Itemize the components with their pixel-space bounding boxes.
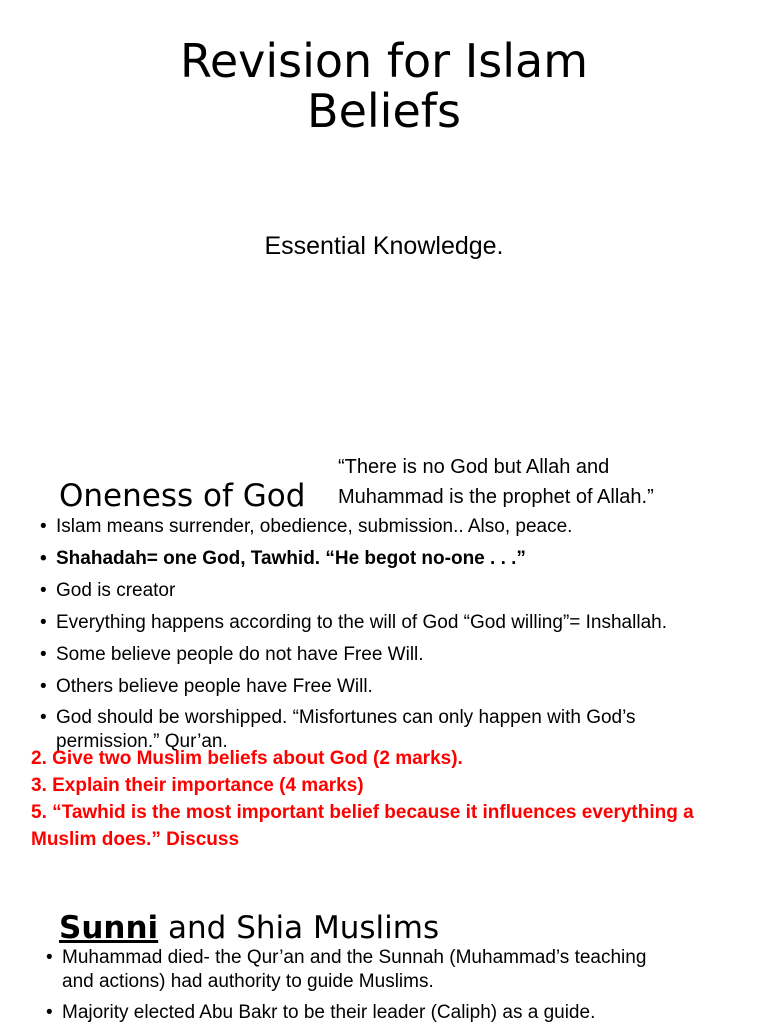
sunni-shia-heading	[59, 910, 439, 946]
list-item: • God is creator	[40, 580, 176, 601]
sunni-heading-word: Sunni	[59, 910, 159, 946]
list-item: • Shahadah= one God, Tawhid. “He begot no-one . . .”	[40, 548, 526, 569]
title-line-2: Beliefs	[307, 84, 461, 138]
shia-heading-rest: and Shia Muslims	[158, 910, 440, 946]
list-item: • Majority elected Abu Bakr to be their leader (Caliph) as a guide.	[46, 1002, 596, 1023]
slide-title	[0, 36, 768, 136]
exam-question-3: 3. Explain their importance (4 marks)	[31, 775, 364, 796]
shahadah-quote	[338, 452, 758, 512]
list-item: • Islam means surrender, obedience, submission.. Also, peace.	[40, 516, 573, 537]
list-item: • God should be worshipped. “Misfortunes can only happen with God’s permission.” Qur’an.	[40, 707, 636, 752]
exam-question-5-line-2: Muslim does.” Discuss	[31, 829, 240, 850]
quote-line-1: “There is no God but Allah and	[338, 456, 610, 478]
title-line-1: Revision for Islam	[179, 34, 589, 88]
slide-subtitle: Essential Knowledge.	[264, 232, 504, 260]
list-item: • Some believe people do not have Free Will.	[40, 644, 424, 665]
exam-question-2: 2. Give two Muslim beliefs about God (2 marks).	[31, 748, 463, 769]
list-item: • Muhammad died- the Qur’an and the Sunnah (Muhammad’s teaching and actions) had authority to guide Muslims.	[46, 947, 647, 992]
exam-question-5-line-1: 5. “Tawhid is the most important belief because it influences everything a	[31, 802, 694, 823]
oneness-bullet-list	[40, 514, 760, 754]
sunni-shia-bullet-list	[46, 946, 756, 1025]
oneness-heading: Oneness of God	[59, 478, 306, 514]
list-item: • Others believe people have Free Will.	[40, 676, 373, 697]
list-item: • Everything happens according to the will of God “God willing”= Inshallah.	[40, 612, 667, 633]
quote-line-2: Muhammad is the prophet of Allah.”	[338, 486, 654, 508]
